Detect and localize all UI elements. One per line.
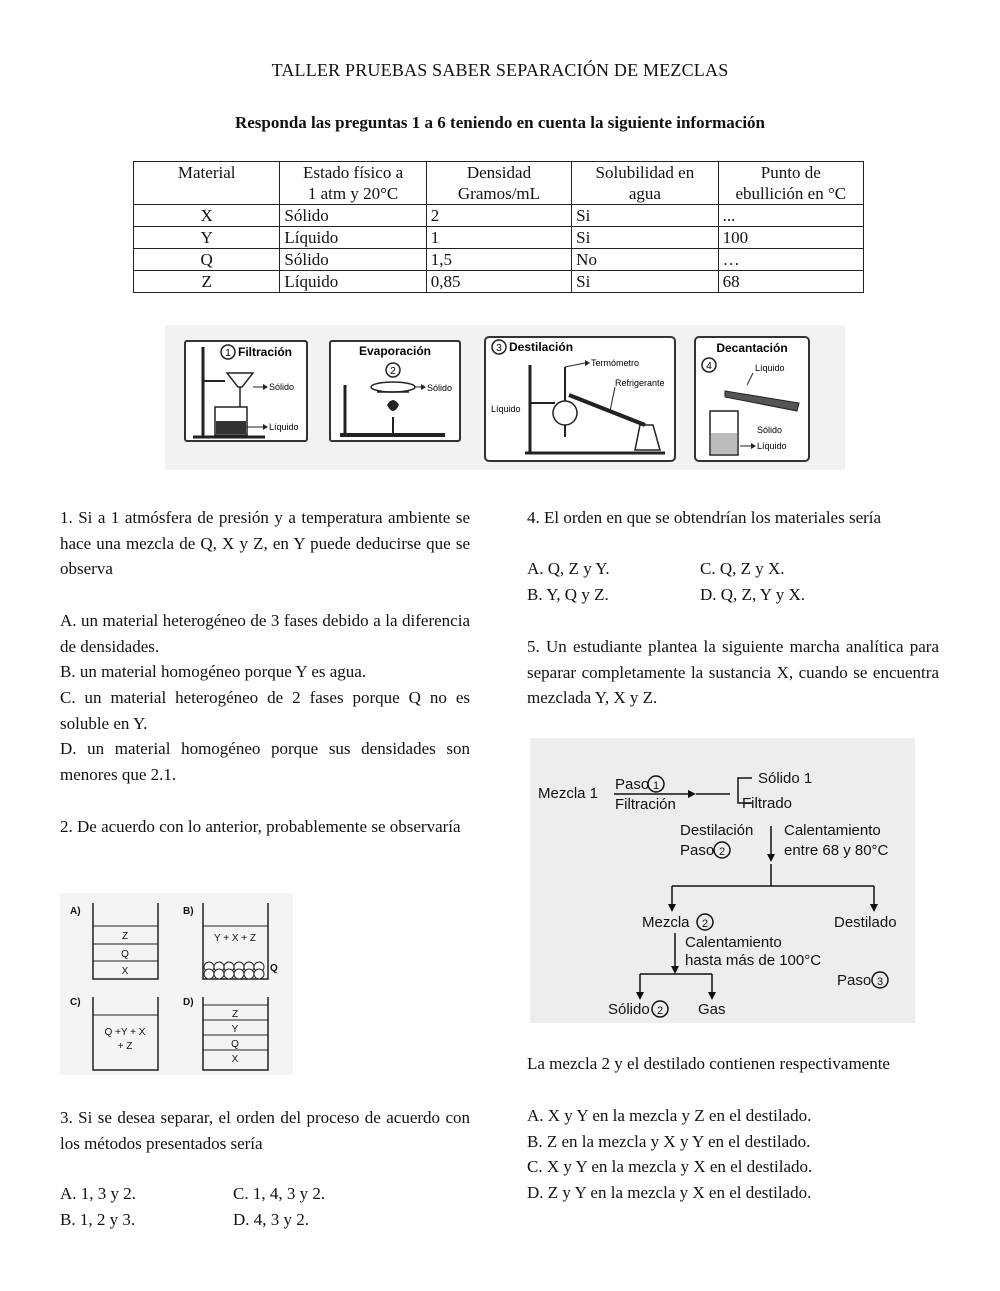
question-1-option-c: C. un material heterogéneo de 2 fases porque Q no es soluble en Y.: [60, 687, 470, 733]
svg-text:D): D): [183, 997, 194, 1008]
svg-text:+ Z: + Z: [117, 1041, 133, 1052]
question-5-options: [527, 1103, 939, 1206]
header-material: Material: [134, 162, 280, 205]
svg-text:Líquido: Líquido: [757, 441, 787, 451]
question-4-option-b: B. Y, Q y Z.: [527, 584, 609, 604]
svg-text:Paso: Paso: [837, 972, 872, 989]
svg-text:Destilación: Destilación: [509, 340, 574, 354]
table-row: X Sólido 2 Si ...: [134, 205, 864, 227]
question-5-option-a: A. X y Y en la mezcla y Z en el destilado.: [527, 1106, 812, 1125]
svg-text:Refrigerante: Refrigerante: [615, 378, 665, 388]
question-3-option-c: C. 1, 4, 3 y 2.: [233, 1184, 326, 1203]
svg-text:Sólido 1: Sólido 1: [758, 770, 813, 787]
svg-text:entre 68 y 80°C: entre 68 y 80°C: [784, 842, 889, 859]
question-3-option-b: B. 1, 2 y 3.: [60, 1209, 136, 1229]
table-header-row: [134, 162, 864, 205]
page-title: TALLER PRUEBAS SABER SEPARACIÓN DE MEZCLAS: [271, 60, 729, 80]
header-ebullicion: Punto de ebullición en °C: [718, 162, 863, 205]
svg-text:Mezcla: Mezcla: [642, 914, 690, 931]
question-4-stem: 4. El orden en que se obtendrían los materiales sería: [527, 508, 882, 527]
question-4-option-c: C. Q, Z y X.: [700, 559, 785, 578]
header-densidad: Densidad Gramos/mL: [426, 162, 571, 205]
header-solubilidad: Solubilidad en agua: [572, 162, 718, 205]
question-1-option-d: D. un material homogéneo porque sus densidades son menores que 2.1.: [60, 739, 470, 785]
svg-text:Paso: Paso: [615, 776, 650, 793]
phases-figure: [60, 893, 293, 1075]
question-1-option-a: A. un material heterogéneo de 3 fases debido a la diferencia de densidades.: [60, 610, 470, 656]
svg-text:A): A): [70, 906, 81, 917]
question-1: [60, 505, 470, 788]
question-5-stem: 5. Un estudiante plantea la siguiente marcha analítica para separar completamente la sustancia X, cuando se encuentra mezclada Y, X y Z.: [527, 637, 939, 708]
svg-text:Filtrado: Filtrado: [742, 795, 793, 812]
svg-text:C): C): [70, 997, 81, 1008]
question-1-stem: 1. Si a 1 atmósfera de presión y a temperatura ambiente se hace una mezcla de Q, X y Z, en Y puede deducirse que se observa: [60, 508, 470, 579]
question-5-follow: La mezcla 2 y el destilado contienen respectivamente: [527, 1054, 890, 1073]
svg-text:Destilación: Destilación: [680, 822, 754, 839]
question-3-option-a: A. 1, 3 y 2.: [60, 1184, 137, 1203]
question-3-option-d: D. 4, 3 y 2.: [233, 1209, 310, 1229]
svg-text:X: X: [121, 966, 129, 977]
svg-text:Y + X + Z: Y + X + Z: [213, 933, 257, 944]
svg-text:Filtración: Filtración: [615, 796, 676, 813]
filtration-panel: [185, 341, 307, 441]
question-3-stem: 3. Si se desea separar, el orden del proceso de acuerdo con los métodos presentados sería: [60, 1108, 470, 1153]
table-row: Y Líquido 1 Si 100: [134, 227, 864, 249]
svg-text:3: 3: [496, 343, 502, 354]
svg-text:Destilado: Destilado: [834, 914, 897, 931]
question-4-option-a: A. Q, Z y Y.: [527, 559, 610, 578]
svg-text:Mezcla 1: Mezcla 1: [538, 785, 599, 802]
svg-text:2: 2: [390, 366, 396, 377]
svg-text:Sólido: Sólido: [269, 382, 295, 392]
svg-text:Evaporación: Evaporación: [358, 344, 432, 358]
distillation-panel: [485, 337, 675, 461]
svg-text:Decantación: Decantación: [716, 341, 788, 355]
properties-table: [133, 161, 864, 293]
decantation-panel: [695, 337, 809, 461]
separation-methods-figure: [165, 325, 845, 470]
table-row: Z Líquido 0,85 Si 68: [134, 271, 864, 293]
question-4-option-d: D. Q, Z, Y y X.: [700, 584, 805, 604]
header-estado: Estado físico a 1 atm y 20°C: [280, 162, 426, 205]
svg-text:Sólido: Sólido: [608, 1001, 650, 1018]
svg-text:Paso: Paso: [680, 842, 715, 859]
svg-text:X: X: [231, 1054, 239, 1065]
svg-text:Gas: Gas: [698, 1001, 726, 1018]
question-1-option-b: B. un material homogéneo porque Y es agua.: [60, 662, 367, 682]
question-4-options: [527, 556, 900, 607]
svg-text:Z: Z: [231, 1009, 239, 1020]
instruction: Responda las preguntas 1 a 6 teniendo en cuenta la siguiente información: [234, 113, 766, 132]
svg-text:Líquido: Líquido: [755, 363, 785, 373]
svg-text:Filtración: Filtración: [238, 345, 293, 359]
evaporation-panel: [330, 341, 460, 441]
svg-text:2: 2: [656, 1005, 664, 1017]
question-5-option-c: C. X y Y en la mezcla y X en el destilado.: [527, 1157, 813, 1177]
svg-text:Sólido: Sólido: [427, 383, 453, 393]
question-2-stem: 2. De acuerdo con lo anterior, probablemente se observaría: [60, 817, 461, 836]
svg-text:Q: Q: [121, 949, 129, 960]
svg-text:B): B): [183, 906, 194, 917]
svg-text:1: 1: [652, 780, 660, 792]
svg-text:Q: Q: [231, 1039, 239, 1050]
svg-text:Y: Y: [231, 1024, 239, 1035]
svg-text:hasta más de 100°C: hasta más de 100°C: [685, 952, 822, 969]
svg-text:Calentamiento: Calentamiento: [784, 822, 881, 839]
svg-text:Z: Z: [121, 931, 129, 942]
svg-text:Sólido: Sólido: [757, 425, 783, 435]
svg-text:2: 2: [701, 918, 709, 930]
svg-text:2: 2: [718, 846, 726, 858]
question-5-option-d: D. Z y Y en la mezcla y X en el destilado.: [527, 1183, 812, 1203]
svg-text:Líquido: Líquido: [269, 422, 299, 432]
question-3-options: [60, 1181, 433, 1232]
analytical-march-diagram: [530, 738, 915, 1023]
svg-text:Termómetro: Termómetro: [591, 358, 640, 368]
svg-text:1: 1: [225, 348, 231, 359]
svg-text:Calentamiento: Calentamiento: [685, 934, 782, 951]
question-5-option-b: B. Z en la mezcla y X y Y en el destilado.: [527, 1131, 811, 1151]
svg-text:Q: Q: [270, 963, 278, 974]
svg-text:3: 3: [876, 976, 884, 988]
svg-text:Q +Y + X: Q +Y + X: [104, 1027, 146, 1038]
table-row: Q Sólido 1,5 No …: [134, 249, 864, 271]
svg-text:Líquido: Líquido: [491, 404, 521, 414]
svg-text:4: 4: [706, 361, 712, 372]
